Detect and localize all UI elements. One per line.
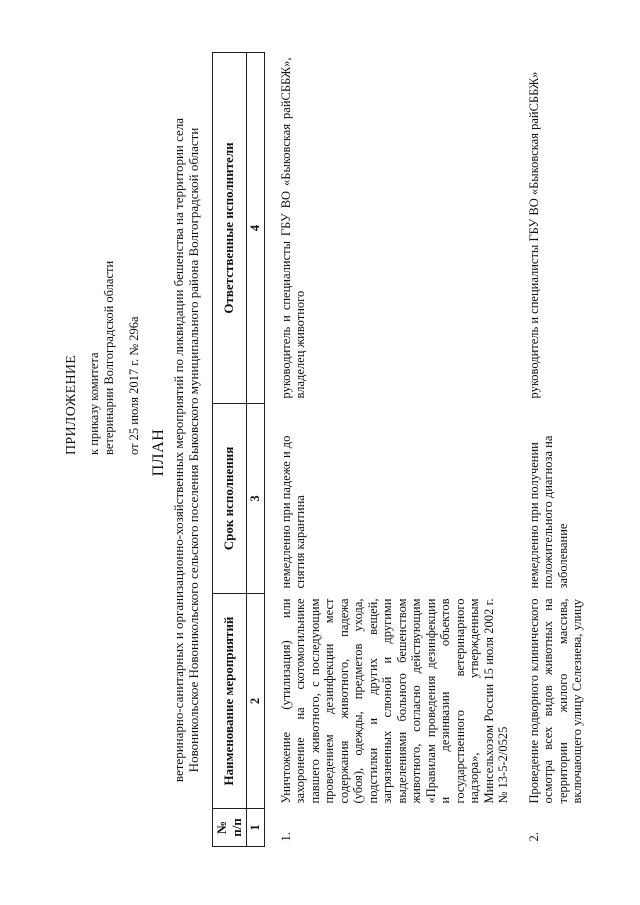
appendix-line-date: от 25 июля 2017 г. № 296а: [127, 316, 141, 455]
plan-subtitle-line-1: ветеринарно-санитарных и организационно-хозяйственных мероприятий по ликвидации бешенства на территории села: [171, 117, 186, 783]
row-number: 2.: [526, 832, 541, 842]
table-header-row: [213, 53, 247, 847]
row-responsible: руководитель и специалисты ГБУ ВО «Быковская райСББЖ»: [526, 71, 541, 399]
header-deadline: Срок исполнения: [213, 404, 247, 594]
appendix-line-order: к приказу комитета: [87, 352, 101, 455]
row-measure: Уничтожение (утилизация) или захоронение на скотомогильнике павшего животного, с последующим проведением дезинфекции мест содержания животного, падежа (убоя), одежды, предметов ухода, подстилки и других вещей, загрязненных слюной и другими выделениями больного бешенством животного, согласно действующим «Правилам проведения дезинфекции и дезинвазии объектов государственного ветеринарного надзора», утвержденным Минсельхозом России 15 июля 2002 г. № 13-5-2/0525: [278, 598, 510, 804]
plan-subtitle-line-2: Новоникольское Новоникольского сельского поселения Быковского муниципального района Волгоградской области: [186, 127, 201, 773]
row-deadline: немедленно при получении положительного диагноза на заболевание: [526, 435, 570, 589]
row-responsible: руководитель и специалисты ГБУ ВО «Быковская райСББЖ», владелец животного: [278, 57, 307, 399]
plan-table: [212, 52, 587, 847]
row-measure: Проведение подворного клинического осмотра всех видов животных на территории жилого массива, включающего улицу Селезнева, улицу: [526, 598, 584, 804]
table-row: [264, 53, 513, 847]
table-row: [513, 53, 587, 847]
header-responsible: Ответственные исполнители: [213, 53, 247, 404]
column-number: 1: [247, 809, 265, 847]
row-deadline: немедленно при падеже и до снятия карантина: [278, 435, 307, 589]
table-column-number-row: [247, 53, 265, 847]
plan-subtitle: [171, 55, 201, 845]
appendix-block: [64, 155, 142, 455]
column-number: 3: [247, 404, 265, 594]
header-measure: Наименование мероприятий: [213, 594, 247, 809]
header-num: № п/п: [213, 809, 247, 847]
row-number: 1.: [278, 832, 293, 842]
appendix-line-committee: ветеринарии Волгоградской области: [102, 260, 116, 455]
plan-title: ПЛАН: [150, 428, 167, 477]
appendix-heading: ПРИЛОЖЕНИЕ: [64, 354, 79, 455]
column-number: 2: [247, 594, 265, 809]
column-number: 4: [247, 53, 265, 404]
